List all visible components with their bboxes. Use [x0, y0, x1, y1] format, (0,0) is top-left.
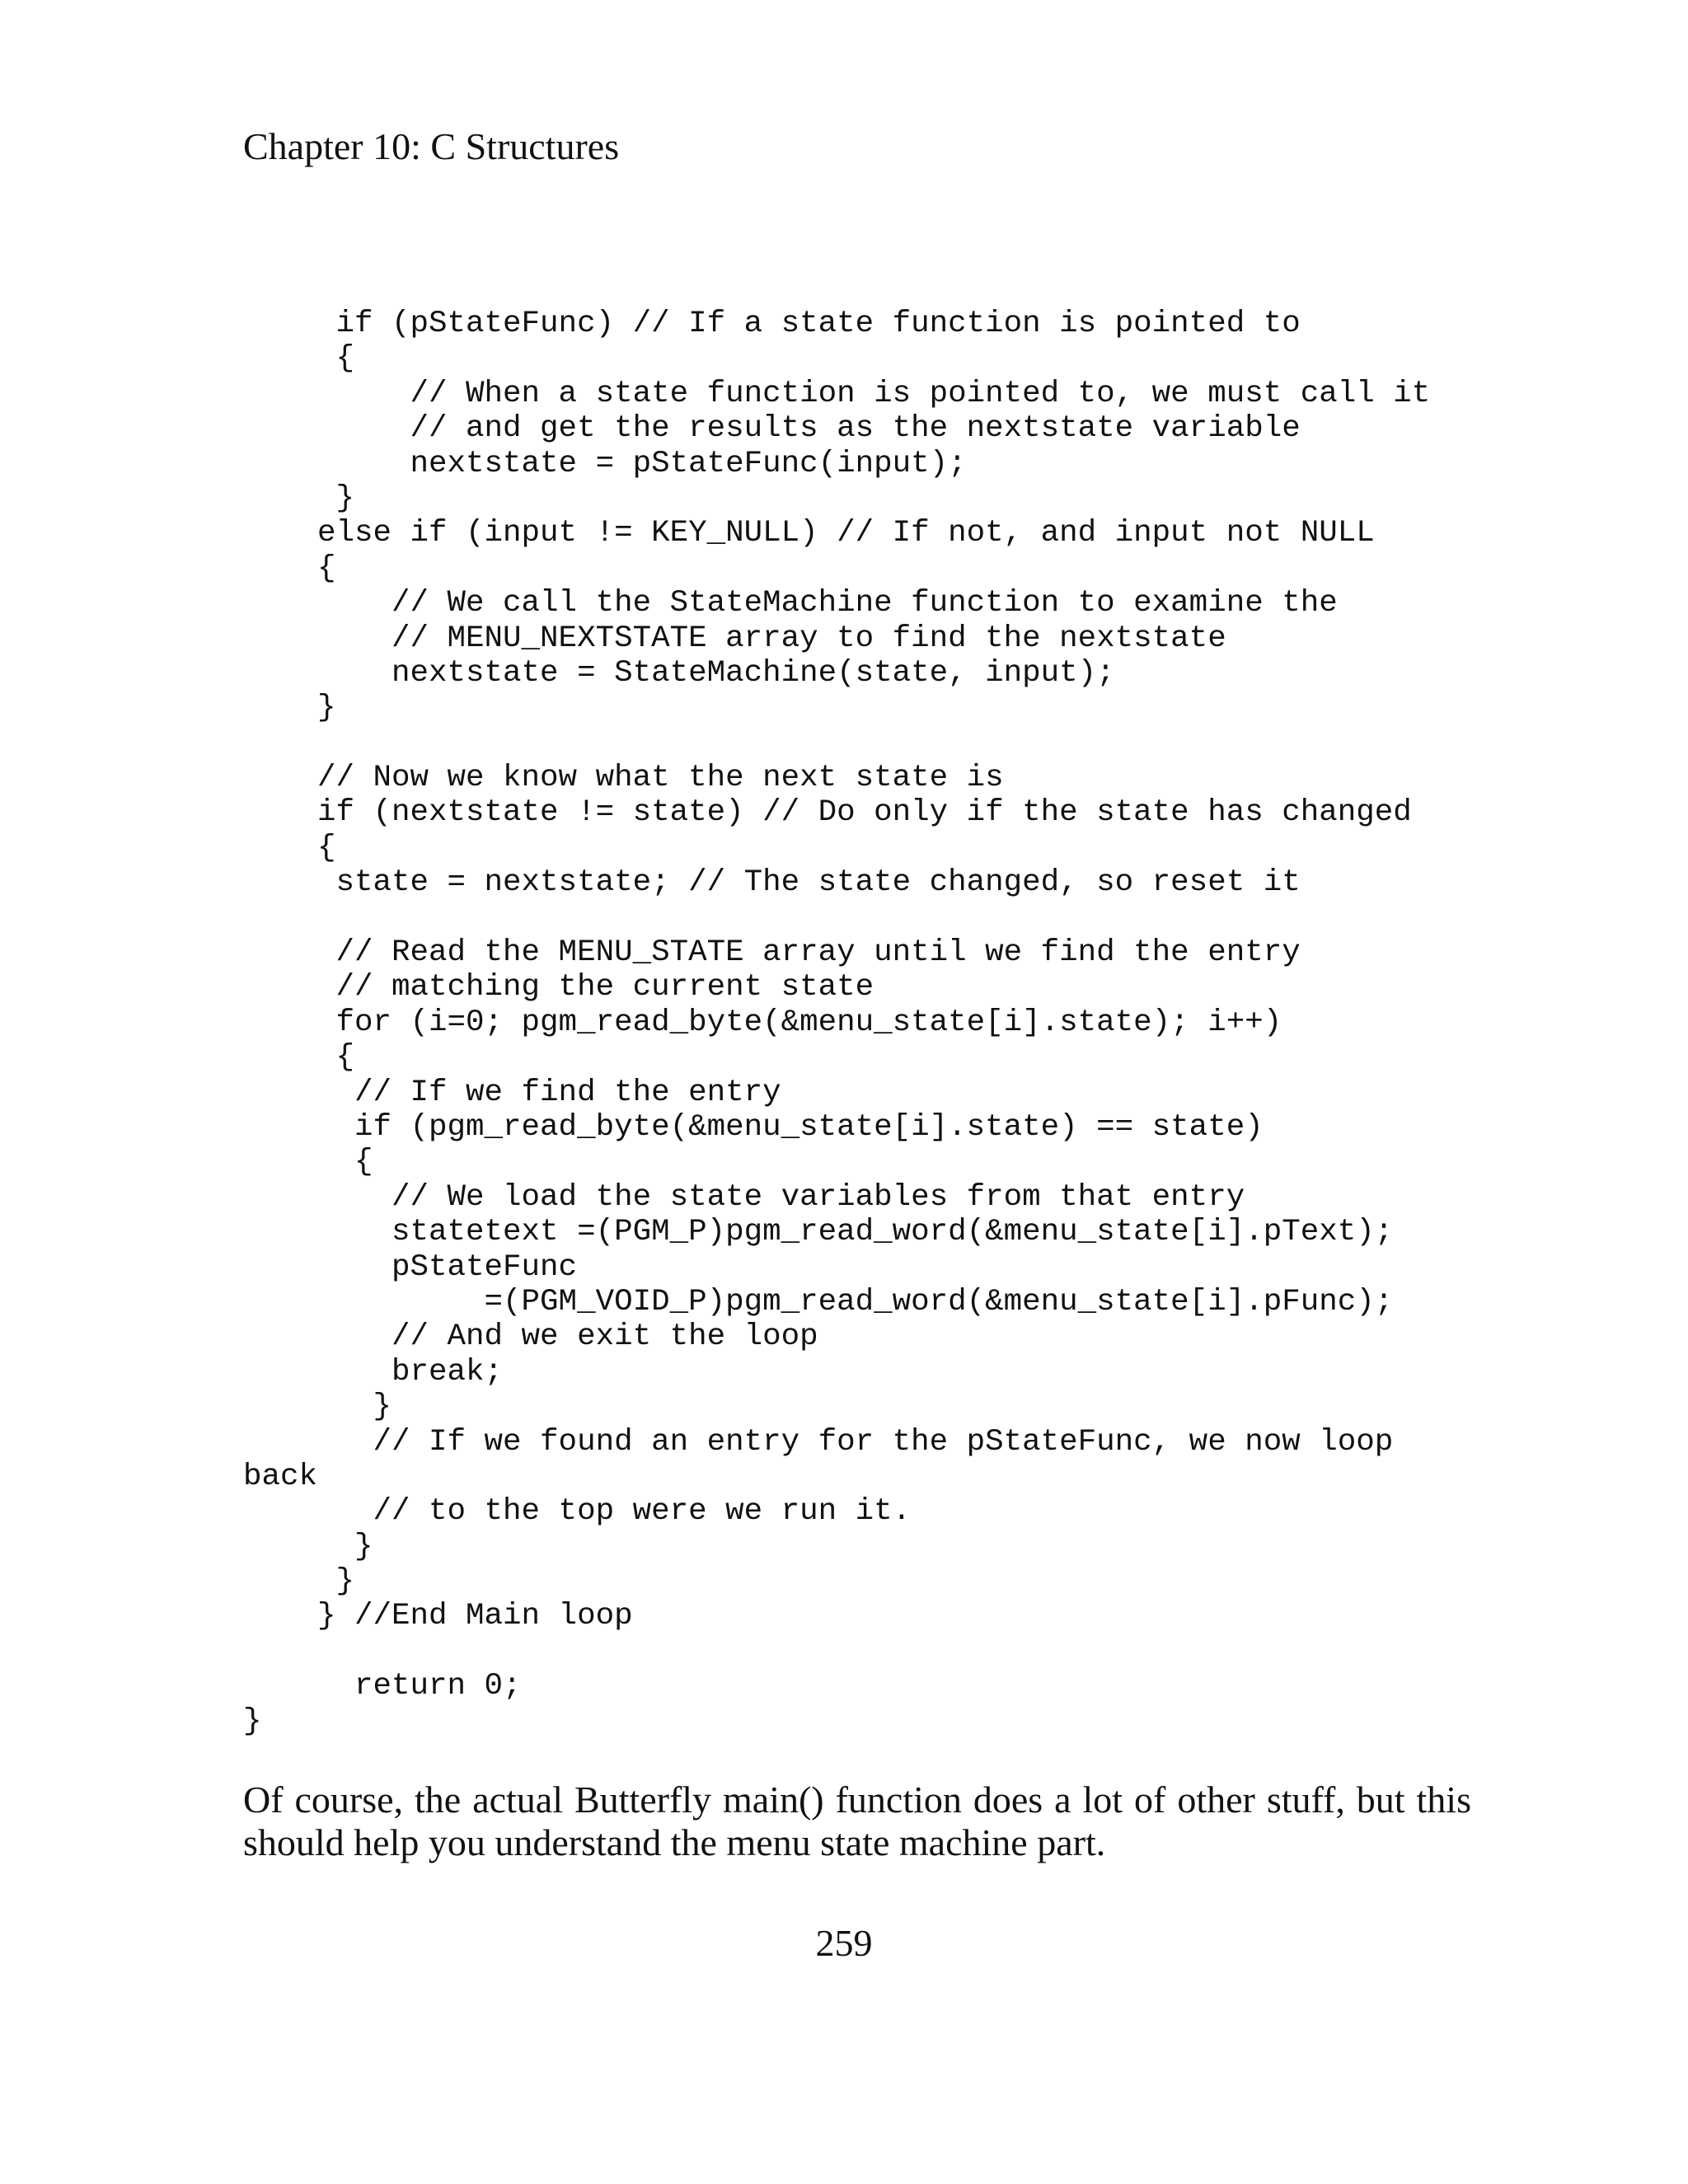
- code-line: }: [243, 691, 336, 726]
- body-paragraph: Of course, the actual Butterfly main() function does a lot of other stuff, but this should help you understand the menu state machine part.: [243, 1779, 1471, 1863]
- code-line: }: [243, 480, 355, 516]
- code-line: // If we find the entry: [243, 1075, 781, 1110]
- code-line: // Read the MENU_STATE array until we find the entry: [243, 935, 1301, 971]
- code-line: if (pStateFunc) // If a state function is pointed to: [243, 307, 1301, 341]
- code-line: // and get the results as the nextstate variable: [243, 411, 1301, 447]
- code-line: [243, 1634, 1430, 1669]
- code-line: {: [243, 341, 355, 377]
- code-line: =(PGM_VOID_P)pgm_read_word(&menu_state[i].pFunc);: [243, 1284, 1394, 1319]
- code-line: }: [243, 1529, 373, 1564]
- code-line: }: [243, 1564, 355, 1600]
- code-line: // And we exit the loop: [243, 1319, 818, 1355]
- code-line: // If we found an entry for the pStateFunc, we now loop: [243, 1424, 1394, 1460]
- code-line: {: [243, 1145, 373, 1180]
- code-line: // matching the current state: [243, 970, 874, 1005]
- code-line: pStateFunc: [243, 1249, 578, 1285]
- code-line: }: [243, 1390, 392, 1425]
- page-number: 259: [815, 1922, 873, 1964]
- code-line: nextstate = StateMachine(state, input);: [243, 655, 1115, 691]
- code-line: [243, 726, 1430, 761]
- code-line: // We call the StateMachine function to examine the: [243, 586, 1338, 621]
- code-line: if (nextstate != state) // Do only if the state has changed: [243, 795, 1412, 831]
- code-line: else if (input != KEY_NULL) // If not, and input not NULL: [243, 516, 1375, 551]
- code-line: // MENU_NEXTSTATE array to find the nextstate: [243, 621, 1226, 656]
- code-line: nextstate = pStateFunc(input);: [243, 446, 967, 481]
- code-line: // When a state function is pointed to, we must call it: [243, 376, 1431, 411]
- code-line: [243, 901, 1430, 935]
- code-line: // We load the state variables from that entry: [243, 1179, 1245, 1215]
- code-line: // Now we know what the next state is: [243, 761, 1004, 796]
- code-listing: [243, 307, 1430, 1739]
- code-line: return 0;: [243, 1669, 522, 1704]
- code-line: {: [243, 830, 336, 865]
- chapter-header: Chapter 10: C Structures: [243, 125, 620, 167]
- code-line: // to the top were we run it.: [243, 1494, 912, 1530]
- code-line: {: [243, 1040, 355, 1076]
- code-line: statetext =(PGM_P)pgm_read_word(&menu_state[i].pText);: [243, 1215, 1394, 1250]
- code-line: {: [243, 551, 336, 586]
- code-line: break;: [243, 1354, 504, 1390]
- code-line: state = nextstate; // The state changed, so reset it: [243, 865, 1301, 901]
- code-line: back: [243, 1459, 318, 1494]
- code-line: }: [243, 1704, 262, 1739]
- code-line: if (pgm_read_byte(&menu_state[i].state) == state): [243, 1109, 1264, 1145]
- code-line: } //End Main loop: [243, 1599, 633, 1634]
- code-line: for (i=0; pgm_read_byte(&menu_state[i].state); i++): [243, 1005, 1282, 1040]
